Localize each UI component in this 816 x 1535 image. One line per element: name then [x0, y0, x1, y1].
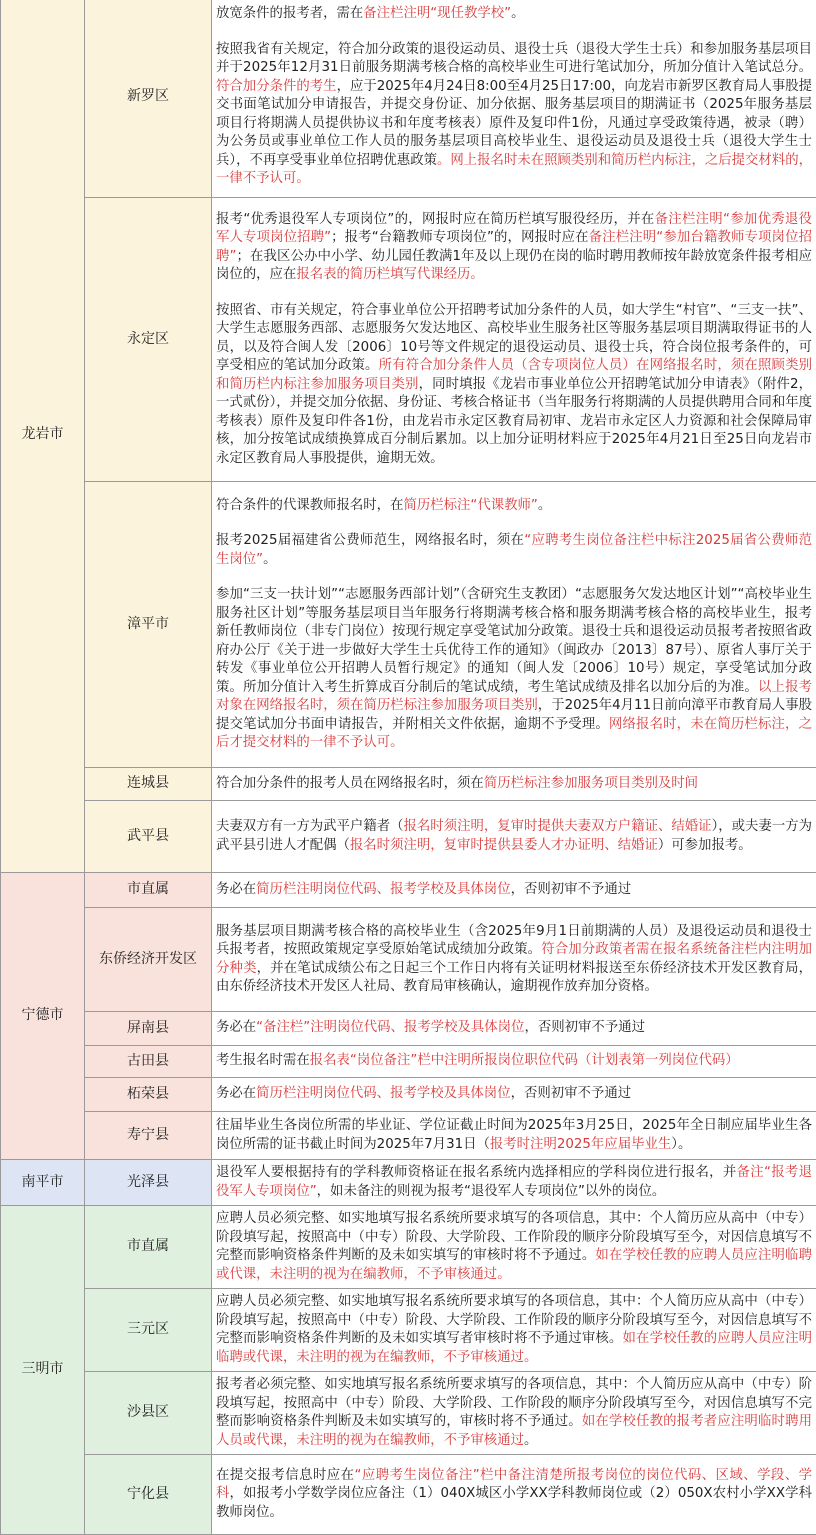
requirement-paragraph	[216, 1117, 812, 1154]
county-name: 宁化县	[127, 1486, 169, 1502]
plain-text: 应聘人员必须完整、如实地填写报名系统所要求填写的各项信息，其中：个人简历应从高中（中专）阶段填写起，按照高中（中专）阶段、大学阶段、工作阶段的顺序分阶段填写至今，对因信息填写不完整而影响资格条件判断的及未如实填写者审核时将不予通过审核。	[216, 1294, 812, 1346]
plain-text: 往届毕业生各岗位所需的毕业证、学位证截止时间为2025年3月25日，2025年全日制应届毕业生各岗位所需的证书截止时间为2025年7月31日（	[216, 1118, 812, 1152]
highlighted-text: 备注“报考退役军人专项岗位”	[216, 1165, 812, 1199]
requirement-text	[212, 482, 816, 768]
requirement-text	[212, 198, 816, 482]
requirement-text	[212, 801, 816, 873]
county-name: 光泽县	[127, 1174, 169, 1190]
highlighted-text: 简历栏标注“代课教师”	[403, 498, 537, 513]
plain-text: 。	[538, 498, 551, 513]
county-cell	[85, 0, 212, 198]
plain-text: 服务基层项目期满考核合格的高校毕业生（含2025年9月1日前期满的人员）及退役运动员和退役士兵报考者，按照政策规定享受原始笔试成绩加分政策。	[216, 924, 812, 958]
county-name: 东侨经济开发区	[99, 951, 197, 967]
plain-text: 务必在	[216, 882, 256, 897]
county-cell	[85, 1206, 212, 1289]
plain-text: 按照省、市有关规定，符合事业单位公开招聘考试加分条件的人员，如大学生“村官”、“三支一扶”、大学生志愿服务西部、志愿服务欠发达地区、高校毕业生服务社区等服务基层项目期满取得证书的人员，以及符合闽人发〔2006〕10号等文件规定的退役运动员、退役士兵，符合岗位报考条件的，可享受相应的笔试加分政策。	[216, 303, 812, 374]
plain-text: ，否则初审不予通过	[511, 882, 632, 897]
plain-text: ，否则初审不予通过	[524, 1020, 645, 1035]
highlighted-text: 所有符合加分条件人员（含专项岗位人员）在网络报名时，须在照顾类别和简历栏内标注参加服务项目类别	[216, 358, 812, 392]
highlighted-text: 备注栏注明“参加优秀退役军人专项岗位招聘”	[216, 212, 812, 246]
highlighted-text: 报名时须注明，复审时提供夫妻双方户籍证、结婚证	[404, 819, 712, 834]
plain-text: ，同时填报《龙岩市事业单位公开招聘笔试加分申请表》（附件2，一式贰份），并提交加分依据、身份证、考核合格证书（当年服务行将期满的人员提供聘用合同和年度考核表）原件及复印件各1份，由龙岩市永定区教育局初审、龙岩市永定区人力资源和社会保障局审核，加分按笔试成绩换算成百分制后累加。以上加分证明材料应于2025年4月21日至25日向龙岩市永定区教育局人事股提供，逾期无效。	[216, 377, 812, 466]
city-name: 三明市	[22, 1361, 64, 1377]
county-name: 屏南县	[127, 1020, 169, 1036]
highlighted-text: 报名时须注明，复审时提供县委人才办证明、结婚证	[350, 838, 658, 853]
requirement-paragraph	[216, 5, 812, 24]
county-name: 市直属	[127, 881, 169, 897]
requirement-text	[212, 1372, 816, 1455]
county-cell	[85, 1046, 212, 1078]
highlighted-text: 符合加分政策者需在报名系统备注栏内注明加分种类	[216, 942, 812, 976]
requirement-text	[212, 1046, 816, 1078]
plain-text: 退役军人要根据持有的学科教师资格证在报名系统内选择相应的学科岗位进行报名，并	[216, 1165, 737, 1180]
county-name: 三元区	[127, 1321, 169, 1337]
highlighted-text: 如在学校任教的应聘人员应注明临聘或代课，未注明的视为在编教师，不予审核通过。	[216, 1248, 812, 1282]
county-name: 寿宁县	[127, 1127, 169, 1143]
highlighted-text: 简历栏注明岗位代码、报考学校及具体岗位	[256, 1086, 510, 1101]
city-name: 宁德市	[22, 1007, 64, 1023]
county-name: 柘荣县	[127, 1086, 169, 1102]
requirement-paragraph	[216, 1210, 812, 1284]
plain-text: 参加“三支一扶计划”“志愿服务西部计划”（含研究生支教团）“志愿服务欠发达地区计划”“高校毕业生服务社区计划”等服务基层项目当年服务行将期满考核合格和服务期满考核合格的高校毕业生，报考新任教师岗位（非专门岗位）按现行规定享受笔试加分政策。退役士兵和退役运动员报考者按照省政府办公厅《关于进一步做好大学生士兵优待工作的通知》（闽政办〔2013〕87号）、原省人事厅关于转发《事业单位公开招聘人员暂行规定》的通知（闽人发〔2006〕10号）规定，享受笔试加分政策。所加分值计入考生折算成百分制后的笔试成绩，考生笔试成绩及排名以加分后的为准。	[216, 587, 812, 695]
requirement-text	[212, 768, 816, 801]
county-cell	[85, 1372, 212, 1455]
plain-text: 考生报名时需在	[216, 1053, 310, 1068]
plain-text: ，如报考小学数学岗位应备注（1）040X城区小学XX学科教师岗位或（2）050X农村小学XX学科教师岗位。	[216, 1486, 812, 1520]
requirement-text	[212, 1206, 816, 1289]
county-cell	[85, 1112, 212, 1160]
plain-text: ）。	[671, 1137, 691, 1152]
requirement-paragraph	[216, 775, 812, 794]
highlighted-text: 以上报考对象在网络报名时，须在简历栏标注参加服务项目类别	[216, 680, 812, 714]
plain-text: ，如未备注的则视为报考“退役军人专项岗位”以外的岗位。	[317, 1184, 666, 1199]
highlighted-text: 报名表“岗位备注”栏中注明所报岗位职位代码（计划表第一列岗位代码）	[310, 1053, 739, 1068]
requirement-text	[212, 1160, 816, 1206]
plain-text: 夫妻双方有一方为武平户籍者（	[216, 819, 404, 834]
plain-text: 报考者必须完整、如实地填写报名系统所要求填写的各项信息，其中：个人简历应从高中（中专）阶段填写起，按照高中（中专）阶段、大学阶段、工作阶段的顺序分阶段填写至今，对因信息填写不完整而影响资格条件判断及未如实填写的，审核时将不予通过。	[216, 1377, 812, 1429]
highlighted-text: 如在学校任教的报考者应注明临时聘用人员或代课，未注明的视为在编教师，不予审核通过	[216, 1414, 812, 1448]
plain-text: 符合条件的代课教师报名时，在	[216, 498, 403, 513]
requirement-text	[212, 1078, 816, 1112]
requirement-text	[212, 873, 816, 908]
highlighted-text: “应聘考生岗位备注栏中标注2025届省公费师范生岗位”	[216, 533, 812, 567]
highlighted-text: 网络报名时，未在简历栏标注，之后才提交材料的一律不予认可。	[216, 717, 812, 751]
county-cell	[85, 1012, 212, 1046]
plain-text: ；在我区公办中小学、幼儿园任教满1年及以上现仍在岗的临时聘用教师按年龄放宽条件报考相应岗位的，应在	[216, 249, 812, 283]
highlighted-text: 报名表的简历栏填写代课经历。	[296, 267, 483, 282]
county-name: 武平县	[127, 828, 169, 844]
requirement-paragraph	[216, 211, 812, 285]
highlighted-text: 简历栏注明岗位代码、报考学校及具体岗位	[256, 882, 510, 897]
county-cell	[85, 1455, 212, 1535]
highlighted-text: 报考时注明2025年应届毕业生	[490, 1137, 671, 1152]
city-cell	[1, 0, 85, 873]
requirement-paragraph	[216, 1293, 812, 1367]
plain-text: 务必在	[216, 1020, 256, 1035]
county-name: 古田县	[127, 1053, 169, 1069]
county-name: 市直属	[127, 1238, 169, 1254]
plain-text: ，否则初审不予通过	[511, 1086, 632, 1101]
plain-text: ，并在笔试成绩公布之日起三个工作日内将有关证明材料报送至东侨经济技术开发区教育局，由东侨经济技术开发区人社局、教育局审核确认，逾期视作放弃加分资格。	[216, 961, 812, 995]
requirement-paragraph	[216, 818, 812, 855]
county-name: 永定区	[127, 331, 169, 347]
plain-text: 务必在	[216, 1086, 256, 1101]
requirement-text	[212, 1112, 816, 1160]
requirement-paragraph	[216, 532, 812, 569]
highlighted-text: 备注栏注明“参加台籍教师专项岗位招聘”	[216, 230, 812, 264]
county-cell	[85, 1160, 212, 1206]
plain-text: 报考2025届福建省公费师范生，网络报名时，须在	[216, 533, 524, 548]
plain-text: ），或夫妻一方为武平县引进人才配偶（	[216, 819, 812, 853]
highlighted-text: 符合加分条件的考生	[216, 79, 337, 94]
requirement-paragraph	[216, 302, 812, 469]
requirement-text	[212, 0, 816, 198]
highlighted-text: 。网上报名时未在照顾类别和简历栏内标注，之后提交材料的，一律不予认可。	[216, 153, 812, 187]
highlighted-text: 备注栏注明“现任教学校”	[363, 6, 511, 21]
requirement-paragraph	[216, 881, 812, 900]
county-name: 沙县区	[127, 1404, 169, 1420]
county-name: 连城县	[127, 775, 169, 791]
requirement-paragraph	[216, 1085, 812, 1104]
city-name: 龙岩市	[22, 426, 64, 442]
plain-text: 放宽条件的报考者，需在	[216, 6, 363, 21]
city-cell	[1, 1206, 85, 1535]
requirement-paragraph	[216, 1467, 812, 1523]
requirement-paragraph	[216, 1376, 812, 1450]
highlighted-text: “应聘考生岗位备注”栏中备注清楚所报考岗位的岗位代码、区域、学段、学科	[216, 1468, 812, 1502]
plain-text: 。	[524, 1433, 537, 1448]
requirement-paragraph	[216, 41, 812, 189]
plain-text: ，应于2025年4月24日8:00至4月25日17:00，向龙岩市新罗区教育局人事股提交书面笔试加分申请报告，并提交身份证、加分依据、服务基层项目的期满证书（2025年服务基层项目行将期满人员提供协议书和年度考核表）原件及复印件1份，凡通过享受政策待遇，被录（聘）为公务员或事业单位工作人员的服务基层项目高校毕业生、退役运动员及退役士兵（退役大学生士兵），不再享受事业单位招聘优惠政策	[216, 79, 812, 168]
plain-text: 在提交报考信息时应在	[216, 1468, 355, 1483]
county-cell	[85, 801, 212, 873]
requirement-paragraph	[216, 923, 812, 997]
county-cell	[85, 1078, 212, 1112]
plain-text: 。	[263, 552, 276, 567]
county-name: 漳平市	[127, 616, 169, 632]
county-cell	[85, 908, 212, 1012]
requirement-paragraph	[216, 1052, 812, 1071]
plain-text: ）可参加报考。	[658, 838, 752, 853]
city-name: 南平市	[22, 1174, 64, 1190]
county-name: 新罗区	[127, 88, 169, 104]
county-cell	[85, 482, 212, 768]
highlighted-text: 简历栏标注参加服务项目类别及时间	[484, 776, 698, 791]
plain-text: ，于2025年4月11日前向漳平市教育局人事股提交笔试加分书面申请报告，并附相关文件依据，逾期不予受理。	[216, 698, 812, 732]
requirement-text	[212, 908, 816, 1012]
requirement-text	[212, 1012, 816, 1046]
city-cell	[1, 1160, 85, 1206]
requirement-text	[212, 1455, 816, 1535]
plain-text: 按照我省有关规定，符合加分政策的退役运动员、退役士兵（退役大学生士兵）和参加服务基层项目并于2025年12月31日前服务期满考核合格的高校毕业生可进行笔试加分，所加分值计入笔试总分。	[216, 42, 812, 76]
county-cell	[85, 768, 212, 801]
requirement-paragraph	[216, 497, 812, 516]
highlighted-text: 如在学校任教的应聘人员应注明临聘或代课，未注明的视为在编教师，不予审核通过。	[216, 1331, 812, 1365]
plain-text: 。	[511, 6, 524, 21]
requirement-paragraph	[216, 1019, 812, 1038]
requirement-text	[212, 1289, 816, 1372]
plain-text: 报考“优秀退役军人专项岗位”的，网报时应在简历栏填写服役经历，并在	[216, 212, 655, 227]
highlighted-text: “备注栏”注明岗位代码、报考学校及具体岗位	[256, 1020, 524, 1035]
plain-text: ；报考“台籍教师专项岗位”的，网报时应在	[331, 230, 589, 245]
plain-text: 应聘人员必须完整、如实地填写报名系统所要求填写的各项信息，其中：个人简历应从高中（中专）阶段填写起，按照高中（中专）阶段、大学阶段、工作阶段的顺序分阶段填写至今，对因信息填写不完整而影响资格条件判断的及未如实填写的审核时将不予通过。	[216, 1211, 812, 1263]
requirement-paragraph	[216, 1164, 812, 1201]
county-cell	[85, 1289, 212, 1372]
plain-text: 符合加分条件的报考人员在网络报名时，须在	[216, 776, 484, 791]
county-cell	[85, 873, 212, 908]
city-cell	[1, 873, 85, 1160]
requirement-paragraph	[216, 586, 812, 753]
county-cell	[85, 198, 212, 482]
